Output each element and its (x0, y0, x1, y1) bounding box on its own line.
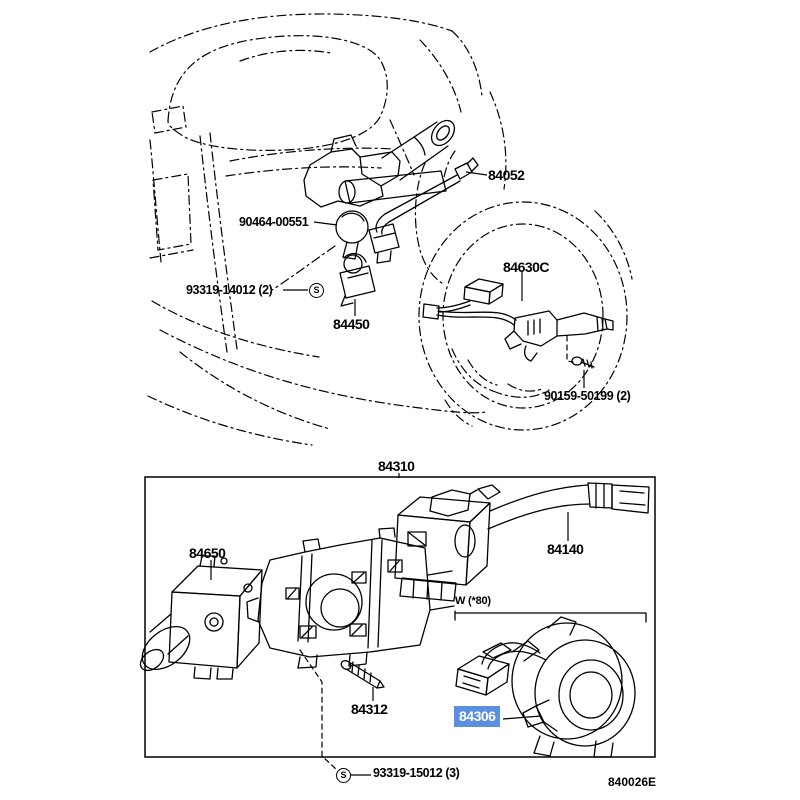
part-label-84052[interactable]: 84052 (488, 167, 525, 183)
engine-switch-harness-drawing (369, 158, 478, 263)
part-label-90159-50199[interactable]: 90159-50199 (2) (544, 389, 631, 403)
part-label-84630C[interactable]: 84630C (503, 259, 550, 275)
part-label-93319-15012[interactable]: 93319-15012 (3) (373, 766, 460, 780)
screw-symbol-top: S (309, 283, 324, 298)
part-label-84650[interactable]: 84650 (189, 545, 226, 561)
ignition-cylinder-drawing (336, 211, 368, 259)
dashboard-sketch (148, 14, 632, 445)
part-label-84450[interactable]: 84450 (333, 316, 370, 332)
steering-column-parts (304, 116, 459, 207)
screw-drawing-90159 (567, 336, 594, 368)
part-label-93319-14012[interactable]: 93319-14012 (2) (186, 283, 273, 297)
part-label-90464-00551[interactable]: 90464-00551 (239, 215, 309, 229)
transponder-amplifier-drawing (340, 254, 375, 306)
wiper-switch-drawing (395, 485, 500, 601)
part-label-84310[interactable]: 84310 (378, 458, 415, 474)
part-label-84312[interactable]: 84312 (351, 701, 388, 717)
variant-note: W (*80) (455, 595, 491, 607)
part-label-84140[interactable]: 84140 (547, 541, 584, 557)
figure-code: 840026E (608, 775, 657, 789)
headlamp-switch-drawing (134, 556, 262, 679)
screw-drawing-84312 (340, 659, 384, 688)
spiral-cable-drawing (456, 617, 635, 757)
screw-symbol-bottom: S (336, 768, 351, 783)
selected-part-label-84306[interactable]: 84306 (454, 706, 500, 727)
variant-bracket (455, 611, 646, 622)
